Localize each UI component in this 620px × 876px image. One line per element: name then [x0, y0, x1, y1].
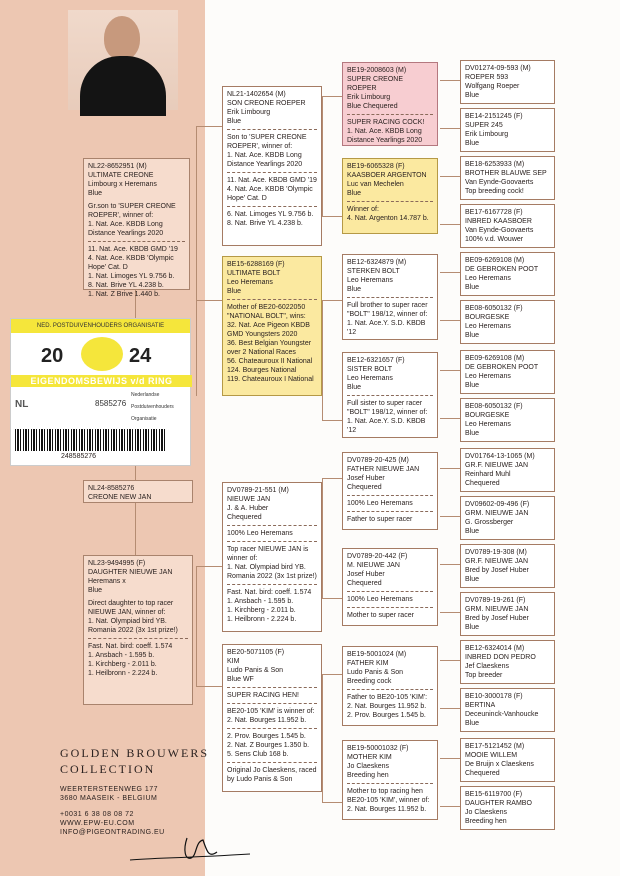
ggp-color: Chequered — [347, 484, 382, 491]
ggp-breeder: Josef Huber — [347, 571, 385, 578]
ggg-color: Blue — [465, 720, 480, 727]
gp-name: KIM — [227, 658, 240, 665]
ggg-breeder: Jo Claeskens — [465, 809, 508, 816]
mother-note: Direct daughter to top racer NIEUWE JAN, winner of: — [88, 600, 174, 616]
connector — [196, 686, 222, 687]
mother-note: 1. Nat. Olympiad bird YB. Romania 2022 (3x 1st prize!) — [88, 618, 178, 634]
ggp-note: Winner of: — [347, 206, 379, 213]
ggg-ring: BE18-6253933 (M) — [465, 161, 525, 168]
ggg-ring: BE09-6269108 (M) — [465, 257, 525, 264]
gp-note: 1. Nat. Olympiad bird YB. Romania 2022 (3x 1st prize!) — [227, 564, 317, 580]
ggp-name: MOTHER KIM — [347, 754, 392, 761]
ggp-note: Full brother to super racer "BOLT" 198/12, winner of: — [347, 302, 428, 318]
gp-color: Chequered — [227, 514, 262, 521]
ggg-breeder: Leo Heremans — [465, 275, 511, 282]
ggg-color: Blue — [465, 332, 480, 339]
ggg-color: Blue — [465, 284, 480, 291]
father-breeder: Limbourg x Heremans — [88, 181, 157, 188]
ggg-name: SUPER 245 — [465, 122, 503, 129]
connector — [322, 420, 342, 421]
ggg-breeder: Bred by Josef Huber — [465, 567, 529, 574]
gp-name: NIEUWE JAN — [227, 496, 271, 503]
gp-color: Blue WF — [227, 676, 254, 683]
ggg-card — [460, 300, 555, 344]
connector — [440, 370, 460, 371]
gp-note: 100% Leo Heremans — [227, 530, 293, 537]
ggp-breeder: Josef Huber — [347, 475, 385, 482]
ggg-ring: BE14-2151245 (F) — [465, 113, 523, 120]
connector — [440, 468, 460, 469]
connector — [196, 126, 197, 396]
ggg-ring: DV0789-19-261 (F) — [465, 597, 526, 604]
ggg-name: GR.F. NIEUWE JAN — [465, 462, 529, 469]
ggg-ring: BE08-6050132 (F) — [465, 403, 523, 410]
ggg-ring: BE08-6050132 (F) — [465, 305, 523, 312]
connector — [440, 320, 460, 321]
ggg-ring: DV09602-09-496 (F) — [465, 501, 530, 508]
ggg-ring: DV01274-09-593 (M) — [465, 65, 531, 72]
connector — [440, 418, 460, 419]
ggg-breeder: Erik Limbourg — [465, 131, 509, 138]
address-line: 3680 MAASEIK - BELGIUM — [60, 795, 158, 802]
ggg-color: Chequered — [465, 480, 500, 487]
ggg-ring: BE09-6269108 (M) — [465, 355, 525, 362]
ggp-mmm-card — [342, 740, 438, 820]
ggg-card — [460, 640, 555, 684]
ggg-name: DAUGHTER RAMBO — [465, 800, 532, 807]
father-ring: NL22-8652951 (M) — [88, 163, 147, 170]
gp-note: 124. Bourges National — [227, 367, 297, 374]
ggg-breeder: G. Grossberger — [465, 519, 514, 526]
brand-address — [60, 785, 158, 803]
phone: +0031 6 38 08 08 72 — [60, 811, 134, 818]
ring-year-b: 24 — [129, 345, 152, 367]
ggg-ring: BE17-5121452 (M) — [465, 743, 525, 750]
connector — [322, 674, 342, 675]
father-result: 1. Nat. Limoges YL 9.756 b. — [88, 273, 175, 280]
ggg-card — [460, 108, 555, 152]
ggp-color: Blue Chequered — [347, 103, 398, 110]
ggg-ring: DV0789-19-308 (M) — [465, 549, 527, 556]
father-result: 11. Nat. Ace. KBDB GMD '19 — [88, 246, 178, 253]
ggp-ring: BE19-5001024 (M) — [347, 651, 407, 658]
connector — [322, 478, 323, 598]
ggg-card — [460, 544, 555, 588]
connector — [322, 598, 342, 599]
father-color: Blue — [88, 190, 103, 197]
ggp-note: SUPER RACING COCK! — [347, 119, 425, 126]
gp-breeder: Ludo Panis & Son — [227, 667, 284, 674]
ggg-breeder: Leo Heremans — [465, 373, 511, 380]
ggg-name: MOOIE WILLEM — [465, 752, 518, 759]
ggg-card — [460, 60, 555, 104]
ring-country: NL — [15, 399, 29, 410]
gp-ring: BE15-6288169 (F) — [227, 261, 285, 268]
mother-card — [83, 555, 193, 705]
ggg-card — [460, 252, 555, 296]
gp-name: SON CREONE ROEPER — [227, 100, 306, 107]
gp-note: Top racer NIEUWE JAN is winner of: — [227, 546, 309, 562]
ggp-mfm-card — [342, 548, 438, 626]
gp-result: 1. Ansbach - 1.595 b. — [227, 598, 294, 605]
ggg-name: ROEPER 593 — [465, 74, 509, 81]
ggp-note: 100% Leo Heremans — [347, 596, 413, 603]
ggg-name: BOURGESKE — [465, 412, 510, 419]
ggg-breeder: Wolfgang Roeper — [465, 83, 520, 90]
connector — [322, 96, 323, 216]
ggg-breeder: Van Eynde-Goovaerts — [465, 227, 534, 234]
mother-result: 1. Kirchberg - 2.011 b. — [88, 661, 157, 668]
gp-name: ULTIMATE BOLT — [227, 270, 281, 277]
ring-org-lines: Nederlandse Postduivenhouders Organisatie — [131, 392, 174, 422]
ggg-color: Breeding hen — [465, 818, 507, 825]
ggg-card — [460, 350, 555, 394]
gp-breeder: J. & A. Huber — [227, 505, 269, 512]
connector — [440, 612, 460, 613]
ggp-ring: BE19-2008603 (M) — [347, 67, 407, 74]
ggp-name: SUPER CREONE ROEPER — [347, 76, 404, 92]
gp-note: 32. Nat. Ace Pigeon KBDB GMD Youngsters 2020 — [227, 322, 310, 338]
ggg-color: Blue — [465, 576, 480, 583]
ggg-name: DE GEBROKEN POOT — [465, 266, 539, 273]
connector — [440, 660, 460, 661]
connector — [440, 224, 460, 225]
ggp-color: Blue — [347, 286, 362, 293]
ggg-name: GRM. NIEUWE JAN — [465, 510, 529, 517]
gp-note: BE20-105 'KIM' is winner of: — [227, 708, 315, 715]
gp-note: SUPER RACING HEN! — [227, 692, 299, 699]
ggp-name: STERKEN BOLT — [347, 268, 400, 275]
ggg-breeder: Jef Claeskens — [465, 663, 509, 670]
ggg-color: 100% v.d. Wouwer — [465, 236, 524, 243]
connector — [322, 300, 342, 301]
gp-result: 8. Nat. Brive YL 4.238 b. — [227, 220, 303, 227]
connector — [196, 126, 222, 127]
connector — [322, 300, 323, 420]
father-result: 8. Nat. Brive YL 4.238 b. — [88, 282, 164, 289]
gp-note: 56. Chateauroux II National — [227, 358, 313, 365]
ggp-note: 2. Nat. Bourges 11.952 b. — [347, 703, 427, 710]
ring-card-header: NED. POSTDUIVENHOUDERS ORGANISATIE — [11, 319, 190, 333]
ggg-card — [460, 592, 555, 636]
ggp-breeder: Ludo Panis & Son — [347, 669, 404, 676]
gp-result: 1. Heilbronn - 2.224 b. — [227, 616, 297, 623]
ggg-color: Top breeding cock! — [465, 188, 524, 195]
connector — [440, 128, 460, 129]
gp-note: 2. Nat. Bourges 11.952 b. — [227, 717, 307, 724]
brand-title-line2: COLLECTION — [60, 762, 156, 776]
connector — [440, 516, 460, 517]
ggg-breeder: Leo Heremans — [465, 421, 511, 428]
mother-color: Blue — [88, 587, 103, 594]
gp-result: 5. Sens Club 168 b. — [227, 751, 289, 758]
ggg-card — [460, 448, 555, 492]
ggg-name: DE GEBROKEN POOT — [465, 364, 539, 371]
signature — [125, 828, 255, 868]
barcode-number: 248585276 — [61, 453, 97, 460]
connector — [440, 564, 460, 565]
gp-note: Original Jo Claeskens, raced by Ludo Panis & Son — [227, 767, 317, 783]
ring-ownership-card — [10, 318, 191, 466]
connector — [196, 566, 222, 567]
barcode — [15, 429, 165, 451]
mother-result: 1. Heilbronn - 2.224 b. — [88, 670, 158, 677]
website-link[interactable]: WWW.EPW-EU.COM — [60, 820, 135, 827]
ggg-name: INBRED DON PEDRO — [465, 654, 536, 661]
connector — [440, 708, 460, 709]
ggg-color: Blue — [465, 624, 480, 631]
gp-note: 1. Nat. Ace. KBDB Long Distance Yearlings 2020 — [227, 152, 303, 168]
ggg-card — [460, 204, 555, 248]
ggg-color: Chequered — [465, 770, 500, 777]
ggg-color: Blue — [465, 140, 480, 147]
ggp-note: Father to BE20-105 'KIM': — [347, 694, 428, 701]
ggp-note: 1. Nat. Ace.Y. S.D. KBDB '12 — [347, 418, 426, 434]
ggp-note: Mother to super racer — [347, 612, 414, 619]
gp-color: Blue — [227, 118, 242, 125]
ggp-note: 1. Nat. Ace.Y. S.D. KBDB '12 — [347, 320, 426, 336]
mother-breeder: Heremans x — [88, 578, 126, 585]
ggg-card — [460, 156, 555, 200]
gp-ring: NL21-1402654 (M) — [227, 91, 286, 98]
gp-ring: DV0789-21-551 (M) — [227, 487, 289, 494]
gp-result: Fast. Nat. bird: coeff. 1.574 — [227, 589, 312, 596]
gp-result: 11. Nat. Ace. KBDB GMD '19 — [227, 177, 317, 184]
ggp-note: 2. Prov. Bourges 1.545 b. — [347, 712, 426, 719]
ggp-note: 1. Nat. Ace. KBDB Long Distance Yearlings 2020 — [347, 128, 423, 144]
subject-name: CREONE NEW JAN — [88, 494, 152, 501]
ggg-color: Blue — [465, 382, 480, 389]
ring-number: 8585276 — [95, 399, 127, 408]
ggp-breeder: Erik Limbourg — [347, 94, 391, 101]
ggp-mmf-card — [342, 646, 438, 726]
ggg-name: BERTINA — [465, 702, 496, 709]
gp-breeder: Leo Heremans — [227, 279, 273, 286]
ggg-ring: DV01764-13-1065 (M) — [465, 453, 535, 460]
ggp-ring: DV0789-20-425 (M) — [347, 457, 409, 464]
ggp-color: Chequered — [347, 580, 382, 587]
connector — [440, 758, 460, 759]
ggp-color: Breeding hen — [347, 772, 389, 779]
ggp-name: KAASBOER ARGENTON — [347, 172, 427, 179]
ggg-card — [460, 496, 555, 540]
ggp-color: Blue — [347, 190, 362, 197]
gp-note: Mother of BE20-6022050 "NATIONAL BOLT", wins: — [227, 304, 306, 320]
gp-result: 2. Nat. Z Bourges 1.350 b. — [227, 742, 310, 749]
connector — [440, 176, 460, 177]
ggg-card — [460, 786, 555, 830]
ggp-breeder: Luc van Mechelen — [347, 181, 404, 188]
breeder-photo — [68, 10, 178, 110]
ggp-ring: BE12-6321657 (F) — [347, 357, 405, 364]
gp-result: 2. Prov. Bourges 1.545 b. — [227, 733, 306, 740]
brand-title — [60, 745, 209, 777]
father-result: 4. Nat. Ace. KBDB 'Olympic Hope' Cat. D — [88, 255, 174, 271]
ggg-breeder: Reinhard Muhl — [465, 471, 511, 478]
ggp-ring: BE12-6324879 (M) — [347, 259, 407, 266]
ggg-card — [460, 398, 555, 442]
gp-result: 1. Kirchberg - 2.011 b. — [227, 607, 296, 614]
brand-title-line1: GOLDEN BROUWERS — [60, 746, 209, 760]
ring-year-a: 20 — [41, 345, 64, 367]
gp-note: Son to 'SUPER CREONE ROEPER', winner of: — [227, 134, 307, 150]
ggp-ring: BE19-50001032 (F) — [347, 745, 409, 752]
ggg-color: Blue — [465, 92, 480, 99]
connector — [322, 96, 342, 97]
ggg-card — [460, 688, 555, 732]
ggp-name: SISTER BOLT — [347, 366, 392, 373]
ggp-breeder: Leo Heremans — [347, 277, 393, 284]
connector — [322, 802, 342, 803]
subject-card — [83, 480, 193, 503]
gp-breeder: Erik Limbourg — [227, 109, 271, 116]
ggp-name: FATHER NIEUWE JAN — [347, 466, 420, 473]
ggp-ring: DV0789-20-442 (F) — [347, 553, 408, 560]
ggg-ring: BE15-6119700 (F) — [465, 791, 523, 798]
connector — [440, 272, 460, 273]
connector — [322, 216, 342, 217]
ggp-note: 2. Nat. Bourges 11.952 b. — [347, 806, 427, 813]
address-line: WEERTERSTEENWEG 177 — [60, 786, 159, 793]
subject-ring: NL24-8585276 — [88, 485, 135, 492]
ggg-color: Blue — [465, 528, 480, 535]
gp-note: 119. Chateauroux I National — [227, 376, 314, 383]
connector — [196, 566, 197, 686]
father-note: 1. Nat. Ace. KBDB Long Distance Yearlings 2020 — [88, 221, 164, 237]
ggp-mff-card — [342, 452, 438, 530]
connector — [322, 674, 323, 802]
ggg-breeder: De Bruijn x Claeskens — [465, 761, 534, 768]
ggp-fmm-card — [342, 352, 438, 438]
ggg-ring: BE12-6324014 (M) — [465, 645, 525, 652]
gp-fm-card — [222, 256, 322, 396]
ggp-fmf-card — [342, 254, 438, 340]
gp-result: 4. Nat. Ace. KBDB 'Olympic Hope' Cat. D — [227, 186, 313, 202]
gp-ring: BE20-5071105 (F) — [227, 649, 285, 656]
ggp-color: Breeding cock — [347, 678, 392, 685]
ggg-color: Blue — [465, 430, 480, 437]
gp-mm-card — [222, 644, 322, 792]
father-name: ULTIMATE CREONE — [88, 172, 154, 179]
ggp-note: Full sister to super racer "BOLT" 198/12, winner of: — [347, 400, 428, 416]
ggp-breeder: Jo Claeskens — [347, 763, 390, 770]
ggp-name: FATHER KIM — [347, 660, 389, 667]
father-card — [83, 158, 190, 298]
gp-ff-card — [222, 86, 322, 246]
mother-ring: NL23-9494995 (F) — [88, 560, 146, 567]
father-note: Gr.son to 'SUPER CREONE ROEPER', winner of: — [88, 203, 176, 219]
gp-result: 6. Nat. Limoges YL 9.756 b. — [227, 211, 314, 218]
ggg-ring: BE10-3000178 (F) — [465, 693, 523, 700]
ggg-ring: BE17-6167728 (F) — [465, 209, 523, 216]
ggp-note: 4. Nat. Argenton 14.787 b. — [347, 215, 429, 222]
ggp-fff-card — [342, 62, 438, 146]
ggg-breeder: Deceuninck-Vanhoucke — [465, 711, 539, 718]
ggp-ring: BE19-6065328 (F) — [347, 163, 405, 170]
connector — [440, 80, 460, 81]
father-result: 1. Nat. Z Brive 1.440 b. — [88, 291, 160, 298]
ggp-breeder: Leo Heremans — [347, 375, 393, 382]
ggp-name: M. NIEUWE JAN — [347, 562, 400, 569]
ggg-breeder: Van Eynde-Goovaerts — [465, 179, 534, 186]
ring-card-title: EIGENDOMSBEWIJS v/d RING — [11, 375, 192, 387]
ggg-name: BROTHER BLAUWE SEP — [465, 170, 547, 177]
ggg-name: GR.F. NIEUWE JAN — [465, 558, 529, 565]
ggp-color: Blue — [347, 384, 362, 391]
gp-note: 36. Best Belgian Youngster over 2 National Races — [227, 340, 312, 356]
gp-mf-card — [222, 482, 322, 632]
ggp-note: Father to super racer — [347, 516, 413, 523]
mother-name: DAUGHTER NIEUWE JAN — [88, 569, 173, 576]
mother-result: Fast. Nat. bird: coeff. 1.574 — [88, 643, 173, 650]
ggg-color: Top breeder — [465, 672, 503, 679]
email-link[interactable]: INFO@PIGEONTRADING.EU — [60, 829, 165, 836]
ggp-note: Mother to top racing hen BE20-105 'KIM', winner of: — [347, 788, 430, 804]
ggp-note: 100% Leo Heremans — [347, 500, 413, 507]
ggg-name: INBRED KAASBOER — [465, 218, 532, 225]
ggg-name: GRM. NIEUWE JAN — [465, 606, 529, 613]
ggg-name: BOURGESKE — [465, 314, 510, 321]
ggp-ffm-card — [342, 158, 438, 234]
connector — [196, 300, 222, 301]
mother-result: 1. Ansbach - 1.595 b. — [88, 652, 155, 659]
ggg-card — [460, 738, 555, 782]
ggg-breeder: Leo Heremans — [465, 323, 511, 330]
gp-color: Blue — [227, 288, 242, 295]
connector — [440, 806, 460, 807]
connector — [322, 478, 342, 479]
ggg-breeder: Bred by Josef Huber — [465, 615, 529, 622]
